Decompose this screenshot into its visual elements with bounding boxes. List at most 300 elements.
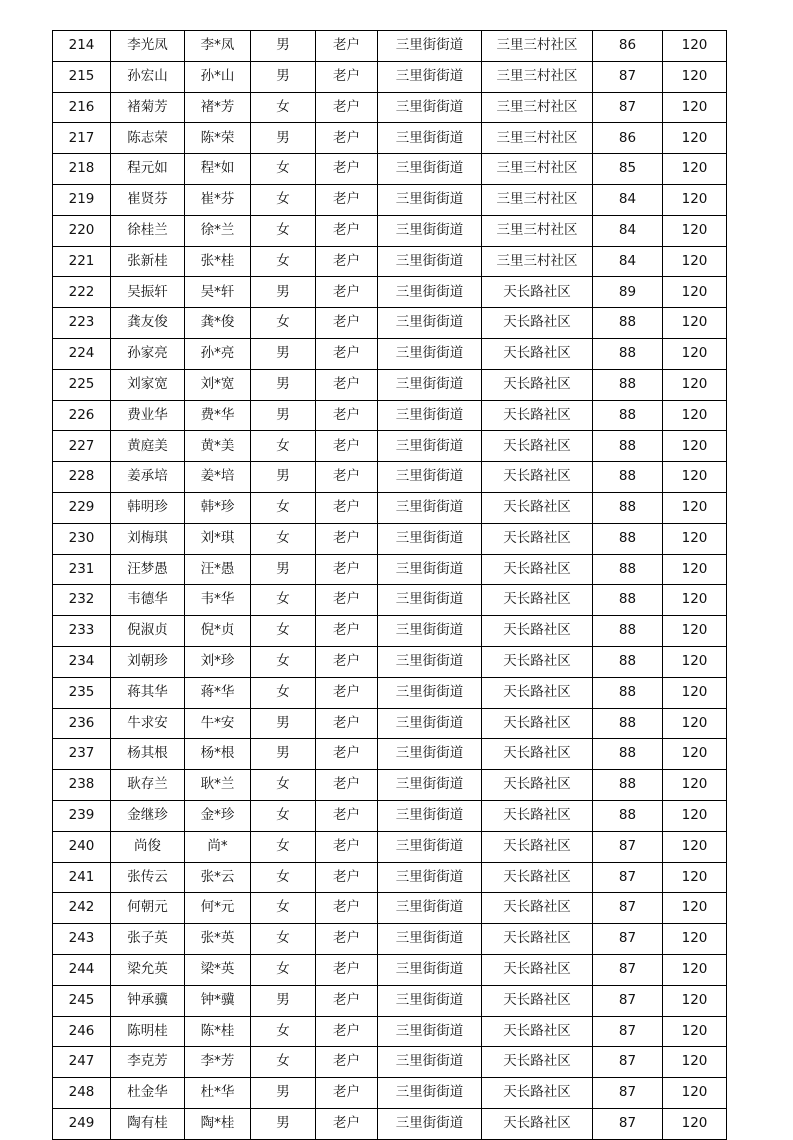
masked-name-cell: 孙*亮 (185, 338, 251, 369)
age-cell: 88 (593, 308, 663, 339)
masked-name-cell: 陈*荣 (185, 123, 251, 154)
street-cell: 三里街街道 (378, 646, 482, 677)
household-type-cell: 老户 (316, 1047, 378, 1078)
community-cell: 天长路社区 (482, 492, 593, 523)
community-cell: 三里三村社区 (482, 92, 593, 123)
gender-cell: 女 (251, 677, 316, 708)
table-row (53, 800, 727, 831)
household-type-cell: 老户 (316, 369, 378, 400)
amount-cell: 120 (663, 985, 727, 1016)
street-cell: 三里街街道 (378, 123, 482, 154)
serial-number-cell: 240 (53, 831, 111, 862)
age-cell: 88 (593, 462, 663, 493)
amount-cell: 120 (663, 893, 727, 924)
household-type-cell: 老户 (316, 92, 378, 123)
age-cell: 88 (593, 400, 663, 431)
age-cell: 88 (593, 554, 663, 585)
household-type-cell: 老户 (316, 646, 378, 677)
community-cell: 天长路社区 (482, 646, 593, 677)
age-cell: 88 (593, 431, 663, 462)
amount-cell: 120 (663, 1047, 727, 1078)
amount-cell: 120 (663, 1078, 727, 1109)
community-cell: 天长路社区 (482, 338, 593, 369)
masked-name-cell: 韩*珍 (185, 492, 251, 523)
gender-cell: 女 (251, 431, 316, 462)
street-cell: 三里街街道 (378, 954, 482, 985)
street-cell: 三里街街道 (378, 985, 482, 1016)
gender-cell: 女 (251, 492, 316, 523)
table-row (53, 123, 727, 154)
amount-cell: 120 (663, 338, 727, 369)
street-cell: 三里街街道 (378, 800, 482, 831)
amount-cell: 120 (663, 1108, 727, 1139)
full-name-cell: 龚友俊 (111, 308, 185, 339)
gender-cell: 男 (251, 400, 316, 431)
full-name-cell: 孙家亮 (111, 338, 185, 369)
community-cell: 天长路社区 (482, 1078, 593, 1109)
gender-cell: 男 (251, 1108, 316, 1139)
serial-number-cell: 226 (53, 400, 111, 431)
full-name-cell: 何朝元 (111, 893, 185, 924)
gender-cell: 女 (251, 800, 316, 831)
gender-cell: 女 (251, 215, 316, 246)
table-row (53, 554, 727, 585)
street-cell: 三里街街道 (378, 431, 482, 462)
table-row (53, 985, 727, 1016)
full-name-cell: 陈明桂 (111, 1016, 185, 1047)
street-cell: 三里街街道 (378, 1108, 482, 1139)
gender-cell: 女 (251, 616, 316, 647)
community-cell: 天长路社区 (482, 308, 593, 339)
table-row (53, 1047, 727, 1078)
masked-name-cell: 杨*根 (185, 739, 251, 770)
street-cell: 三里街街道 (378, 862, 482, 893)
community-cell: 天长路社区 (482, 1047, 593, 1078)
age-cell: 87 (593, 1016, 663, 1047)
street-cell: 三里街街道 (378, 400, 482, 431)
age-cell: 88 (593, 677, 663, 708)
table-row (53, 862, 727, 893)
gender-cell: 女 (251, 1016, 316, 1047)
masked-name-cell: 尚* (185, 831, 251, 862)
community-cell: 三里三村社区 (482, 184, 593, 215)
household-type-cell: 老户 (316, 554, 378, 585)
serial-number-cell: 221 (53, 246, 111, 277)
serial-number-cell: 249 (53, 1108, 111, 1139)
community-cell: 三里三村社区 (482, 61, 593, 92)
full-name-cell: 牛求安 (111, 708, 185, 739)
community-cell: 天长路社区 (482, 985, 593, 1016)
serial-number-cell: 230 (53, 523, 111, 554)
community-cell: 天长路社区 (482, 708, 593, 739)
amount-cell: 120 (663, 924, 727, 955)
gender-cell: 女 (251, 92, 316, 123)
street-cell: 三里街街道 (378, 184, 482, 215)
amount-cell: 120 (663, 523, 727, 554)
age-cell: 87 (593, 61, 663, 92)
masked-name-cell: 杜*华 (185, 1078, 251, 1109)
masked-name-cell: 蒋*华 (185, 677, 251, 708)
serial-number-cell: 238 (53, 770, 111, 801)
amount-cell: 120 (663, 646, 727, 677)
full-name-cell: 程元如 (111, 154, 185, 185)
age-cell: 88 (593, 616, 663, 647)
full-name-cell: 杨其根 (111, 739, 185, 770)
masked-name-cell: 黄*美 (185, 431, 251, 462)
age-cell: 87 (593, 831, 663, 862)
serial-number-cell: 233 (53, 616, 111, 647)
serial-number-cell: 243 (53, 924, 111, 955)
masked-name-cell: 汪*愚 (185, 554, 251, 585)
street-cell: 三里街街道 (378, 1016, 482, 1047)
community-cell: 天长路社区 (482, 369, 593, 400)
full-name-cell: 吴振轩 (111, 277, 185, 308)
age-cell: 87 (593, 1078, 663, 1109)
age-cell: 84 (593, 246, 663, 277)
full-name-cell: 陈志荣 (111, 123, 185, 154)
table-row (53, 523, 727, 554)
amount-cell: 120 (663, 862, 727, 893)
household-type-cell: 老户 (316, 154, 378, 185)
table-row (53, 616, 727, 647)
serial-number-cell: 237 (53, 739, 111, 770)
age-cell: 88 (593, 523, 663, 554)
household-type-cell: 老户 (316, 985, 378, 1016)
full-name-cell: 韦德华 (111, 585, 185, 616)
street-cell: 三里街街道 (378, 338, 482, 369)
masked-name-cell: 耿*兰 (185, 770, 251, 801)
household-type-cell: 老户 (316, 1016, 378, 1047)
street-cell: 三里街街道 (378, 554, 482, 585)
full-name-cell: 李克芳 (111, 1047, 185, 1078)
street-cell: 三里街街道 (378, 893, 482, 924)
gender-cell: 男 (251, 369, 316, 400)
full-name-cell: 梁允英 (111, 954, 185, 985)
masked-name-cell: 姜*培 (185, 462, 251, 493)
age-cell: 86 (593, 31, 663, 62)
amount-cell: 120 (663, 31, 727, 62)
amount-cell: 120 (663, 61, 727, 92)
gender-cell: 男 (251, 277, 316, 308)
age-cell: 88 (593, 800, 663, 831)
street-cell: 三里街街道 (378, 708, 482, 739)
community-cell: 天长路社区 (482, 1016, 593, 1047)
table-row (53, 1108, 727, 1139)
community-cell: 天长路社区 (482, 739, 593, 770)
household-type-cell: 老户 (316, 677, 378, 708)
table-row (53, 646, 727, 677)
household-type-cell: 老户 (316, 215, 378, 246)
street-cell: 三里街街道 (378, 369, 482, 400)
masked-name-cell: 钟*骥 (185, 985, 251, 1016)
age-cell: 86 (593, 123, 663, 154)
community-cell: 天长路社区 (482, 277, 593, 308)
household-type-cell: 老户 (316, 400, 378, 431)
serial-number-cell: 217 (53, 123, 111, 154)
gender-cell: 男 (251, 1078, 316, 1109)
age-cell: 88 (593, 739, 663, 770)
masked-name-cell: 费*华 (185, 400, 251, 431)
age-cell: 85 (593, 154, 663, 185)
household-type-cell: 老户 (316, 523, 378, 554)
full-name-cell: 姜承培 (111, 462, 185, 493)
table-row (53, 492, 727, 523)
amount-cell: 120 (663, 831, 727, 862)
age-cell: 87 (593, 1108, 663, 1139)
masked-name-cell: 何*元 (185, 893, 251, 924)
community-cell: 天长路社区 (482, 523, 593, 554)
community-cell: 天长路社区 (482, 893, 593, 924)
community-cell: 三里三村社区 (482, 154, 593, 185)
full-name-cell: 刘家宽 (111, 369, 185, 400)
age-cell: 88 (593, 585, 663, 616)
household-type-cell: 老户 (316, 31, 378, 62)
serial-number-cell: 245 (53, 985, 111, 1016)
serial-number-cell: 231 (53, 554, 111, 585)
street-cell: 三里街街道 (378, 523, 482, 554)
community-cell: 天长路社区 (482, 862, 593, 893)
street-cell: 三里街街道 (378, 616, 482, 647)
gender-cell: 男 (251, 123, 316, 154)
gender-cell: 女 (251, 646, 316, 677)
street-cell: 三里街街道 (378, 831, 482, 862)
masked-name-cell: 孙*山 (185, 61, 251, 92)
masked-name-cell: 刘*宽 (185, 369, 251, 400)
gender-cell: 女 (251, 308, 316, 339)
full-name-cell: 韩明珍 (111, 492, 185, 523)
amount-cell: 120 (663, 277, 727, 308)
community-cell: 三里三村社区 (482, 31, 593, 62)
serial-number-cell: 227 (53, 431, 111, 462)
community-cell: 天长路社区 (482, 431, 593, 462)
street-cell: 三里街街道 (378, 92, 482, 123)
table-row (53, 246, 727, 277)
table-row (53, 677, 727, 708)
serial-number-cell: 225 (53, 369, 111, 400)
community-cell: 天长路社区 (482, 1108, 593, 1139)
street-cell: 三里街街道 (378, 1047, 482, 1078)
serial-number-cell: 242 (53, 893, 111, 924)
full-name-cell: 耿存兰 (111, 770, 185, 801)
age-cell: 89 (593, 277, 663, 308)
table-row (53, 215, 727, 246)
gender-cell: 女 (251, 893, 316, 924)
serial-number-cell: 224 (53, 338, 111, 369)
amount-cell: 120 (663, 246, 727, 277)
community-cell: 天长路社区 (482, 954, 593, 985)
age-cell: 88 (593, 708, 663, 739)
serial-number-cell: 229 (53, 492, 111, 523)
amount-cell: 120 (663, 616, 727, 647)
serial-number-cell: 216 (53, 92, 111, 123)
masked-name-cell: 金*珍 (185, 800, 251, 831)
serial-number-cell: 234 (53, 646, 111, 677)
masked-name-cell: 张*云 (185, 862, 251, 893)
street-cell: 三里街街道 (378, 277, 482, 308)
masked-name-cell: 刘*珍 (185, 646, 251, 677)
serial-number-cell: 223 (53, 308, 111, 339)
age-cell: 87 (593, 1047, 663, 1078)
masked-name-cell: 李*芳 (185, 1047, 251, 1078)
table-row (53, 1016, 727, 1047)
age-cell: 84 (593, 184, 663, 215)
age-cell: 87 (593, 985, 663, 1016)
street-cell: 三里街街道 (378, 739, 482, 770)
age-cell: 87 (593, 92, 663, 123)
amount-cell: 120 (663, 431, 727, 462)
gender-cell: 女 (251, 523, 316, 554)
full-name-cell: 倪淑贞 (111, 616, 185, 647)
full-name-cell: 张子英 (111, 924, 185, 955)
table-row (53, 184, 727, 215)
gender-cell: 女 (251, 770, 316, 801)
serial-number-cell: 236 (53, 708, 111, 739)
household-type-cell: 老户 (316, 739, 378, 770)
gender-cell: 男 (251, 338, 316, 369)
amount-cell: 120 (663, 462, 727, 493)
community-cell: 天长路社区 (482, 462, 593, 493)
serial-number-cell: 247 (53, 1047, 111, 1078)
household-type-cell: 老户 (316, 800, 378, 831)
masked-name-cell: 褚*芳 (185, 92, 251, 123)
age-cell: 87 (593, 862, 663, 893)
community-cell: 三里三村社区 (482, 123, 593, 154)
amount-cell: 120 (663, 492, 727, 523)
serial-number-cell: 241 (53, 862, 111, 893)
serial-number-cell: 218 (53, 154, 111, 185)
age-cell: 88 (593, 770, 663, 801)
full-name-cell: 刘梅琪 (111, 523, 185, 554)
full-name-cell: 金继珍 (111, 800, 185, 831)
age-cell: 84 (593, 215, 663, 246)
full-name-cell: 褚菊芳 (111, 92, 185, 123)
data-table-container (52, 30, 726, 1140)
serial-number-cell: 246 (53, 1016, 111, 1047)
table-row (53, 585, 727, 616)
street-cell: 三里街街道 (378, 585, 482, 616)
table-row (53, 61, 727, 92)
household-type-cell: 老户 (316, 431, 378, 462)
gender-cell: 女 (251, 954, 316, 985)
full-name-cell: 崔贤芬 (111, 184, 185, 215)
full-name-cell: 孙宏山 (111, 61, 185, 92)
amount-cell: 120 (663, 770, 727, 801)
community-cell: 天长路社区 (482, 677, 593, 708)
table-row (53, 400, 727, 431)
age-cell: 88 (593, 338, 663, 369)
table-row (53, 92, 727, 123)
gender-cell: 女 (251, 154, 316, 185)
street-cell: 三里街街道 (378, 31, 482, 62)
community-cell: 天长路社区 (482, 400, 593, 431)
street-cell: 三里街街道 (378, 308, 482, 339)
table-row (53, 154, 727, 185)
street-cell: 三里街街道 (378, 1078, 482, 1109)
masked-name-cell: 张*英 (185, 924, 251, 955)
street-cell: 三里街街道 (378, 61, 482, 92)
amount-cell: 120 (663, 154, 727, 185)
full-name-cell: 刘朝珍 (111, 646, 185, 677)
table-row (53, 431, 727, 462)
masked-name-cell: 李*凤 (185, 31, 251, 62)
table-row (53, 831, 727, 862)
household-type-cell: 老户 (316, 184, 378, 215)
serial-number-cell: 228 (53, 462, 111, 493)
gender-cell: 女 (251, 585, 316, 616)
amount-cell: 120 (663, 954, 727, 985)
table-row (53, 770, 727, 801)
street-cell: 三里街街道 (378, 246, 482, 277)
household-type-cell: 老户 (316, 1078, 378, 1109)
masked-name-cell: 梁*英 (185, 954, 251, 985)
gender-cell: 男 (251, 31, 316, 62)
data-table (52, 30, 727, 1140)
community-cell: 天长路社区 (482, 585, 593, 616)
serial-number-cell: 214 (53, 31, 111, 62)
household-type-cell: 老户 (316, 462, 378, 493)
amount-cell: 120 (663, 585, 727, 616)
serial-number-cell: 222 (53, 277, 111, 308)
table-row (53, 1078, 727, 1109)
amount-cell: 120 (663, 184, 727, 215)
serial-number-cell: 235 (53, 677, 111, 708)
amount-cell: 120 (663, 123, 727, 154)
amount-cell: 120 (663, 215, 727, 246)
street-cell: 三里街街道 (378, 215, 482, 246)
table-row (53, 277, 727, 308)
table-row (53, 462, 727, 493)
age-cell: 88 (593, 646, 663, 677)
community-cell: 天长路社区 (482, 554, 593, 585)
household-type-cell: 老户 (316, 893, 378, 924)
full-name-cell: 李光凤 (111, 31, 185, 62)
serial-number-cell: 215 (53, 61, 111, 92)
gender-cell: 女 (251, 924, 316, 955)
age-cell: 87 (593, 954, 663, 985)
amount-cell: 120 (663, 677, 727, 708)
amount-cell: 120 (663, 800, 727, 831)
full-name-cell: 汪梦愚 (111, 554, 185, 585)
amount-cell: 120 (663, 1016, 727, 1047)
gender-cell: 女 (251, 862, 316, 893)
street-cell: 三里街街道 (378, 677, 482, 708)
masked-name-cell: 崔*芬 (185, 184, 251, 215)
table-row (53, 31, 727, 62)
household-type-cell: 老户 (316, 308, 378, 339)
full-name-cell: 杜金华 (111, 1078, 185, 1109)
masked-name-cell: 陶*桂 (185, 1108, 251, 1139)
gender-cell: 男 (251, 708, 316, 739)
full-name-cell: 钟承骥 (111, 985, 185, 1016)
gender-cell: 男 (251, 985, 316, 1016)
serial-number-cell: 248 (53, 1078, 111, 1109)
household-type-cell: 老户 (316, 770, 378, 801)
community-cell: 三里三村社区 (482, 215, 593, 246)
household-type-cell: 老户 (316, 1108, 378, 1139)
full-name-cell: 徐桂兰 (111, 215, 185, 246)
amount-cell: 120 (663, 369, 727, 400)
serial-number-cell: 232 (53, 585, 111, 616)
age-cell: 87 (593, 893, 663, 924)
table-body (53, 31, 727, 1140)
household-type-cell: 老户 (316, 123, 378, 154)
masked-name-cell: 韦*华 (185, 585, 251, 616)
household-type-cell: 老户 (316, 61, 378, 92)
serial-number-cell: 239 (53, 800, 111, 831)
gender-cell: 女 (251, 1047, 316, 1078)
household-type-cell: 老户 (316, 338, 378, 369)
household-type-cell: 老户 (316, 492, 378, 523)
